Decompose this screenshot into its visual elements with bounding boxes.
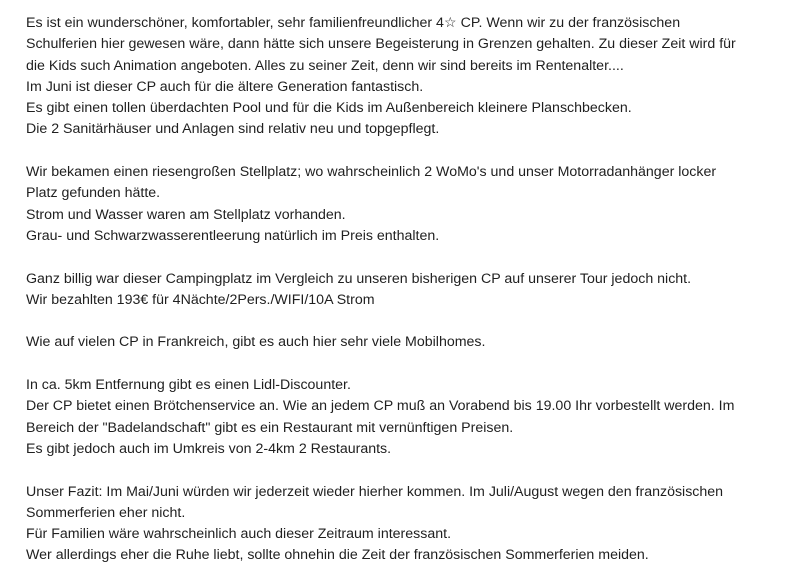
review-paragraph-intro bbox=[26, 13, 786, 141]
review-paragraph-pitch bbox=[26, 162, 786, 247]
review-line: In ca. 5km Entfernung gibt es einen Lidl-Discounter. bbox=[26, 377, 351, 394]
review-line: Im Juni ist dieser CP auch für die ältere Generation fantastisch. bbox=[26, 78, 424, 95]
review-line: Es gibt jedoch auch im Umkreis von 2-4km 2 Restaurants. bbox=[26, 440, 392, 457]
review-line: Grau- und Schwarzwasserentleerung natürlich im Preis enthalten. bbox=[26, 227, 440, 244]
review-line: Bereich der "Badelandschaft" gibt es ein Restaurant mit vernünftigen Preisen. bbox=[26, 419, 514, 436]
review-line: Wir bezahlten 193€ für 4Nächte/2Pers./WIFI/10A Strom bbox=[26, 291, 375, 308]
review-line: Für Familien wäre wahrscheinlich auch dieser Zeitraum interessant. bbox=[26, 526, 452, 543]
review-line: Unser Fazit: Im Mai/Juni würden wir jederzeit wieder hierher kommen. Im Juli/August wegen den französischen bbox=[26, 483, 724, 500]
review-line: Wie auf vielen CP in Frankreich, gibt es auch hier sehr viele Mobilhomes. bbox=[26, 334, 486, 351]
review-line: Die 2 Sanitärhäuser und Anlagen sind relativ neu und topgepflegt. bbox=[26, 121, 440, 138]
review-line: Der CP bietet einen Brötchenservice an. Wie an jedem CP muß an Vorabend bis 19.00 Ihr vorbestellt werden. Im bbox=[26, 398, 735, 415]
review-line: Strom und Wasser waren am Stellplatz vorhanden. bbox=[26, 206, 346, 223]
review-paragraph-price bbox=[26, 269, 786, 312]
review-text bbox=[26, 13, 786, 588]
review-paragraph-conclusion bbox=[26, 482, 786, 567]
review-line: Ganz billig war dieser Campingplatz im Vergleich zu unseren bisherigen CP auf unserer Tour jedoch nicht. bbox=[26, 270, 692, 287]
review-paragraph-services bbox=[26, 375, 786, 460]
review-line: die Kids such Animation angeboten. Alles zu seiner Zeit, denn wir sind bereits im Rentenalter.... bbox=[26, 57, 624, 74]
review-line: Es gibt einen tollen überdachten Pool und für die Kids im Außenbereich kleinere Planschbecken. bbox=[26, 100, 632, 117]
review-line: Platz gefunden hätte. bbox=[26, 185, 161, 202]
review-line: Sommerferien eher nicht. bbox=[26, 504, 186, 521]
review-line: Wir bekamen einen riesengroßen Stellplatz; wo wahrscheinlich 2 WoMo's und unser Motorradanhänger locker bbox=[26, 164, 717, 181]
review-paragraph-mobilhomes bbox=[26, 332, 786, 353]
review-line: Es ist ein wunderschöner, komfortabler, sehr familienfreundlicher 4☆ CP. Wenn wir zu der französischen bbox=[26, 15, 681, 31]
review-line: Schulferien hier gewesen wäre, dann hätte sich unsere Begeisterung in Grenzen gehalten. Zu dieser Zeit wird für bbox=[26, 36, 736, 53]
review-line: Wer allerdings eher die Ruhe liebt, sollte ohnehin die Zeit der französischen Sommerferien meiden. bbox=[26, 547, 649, 564]
